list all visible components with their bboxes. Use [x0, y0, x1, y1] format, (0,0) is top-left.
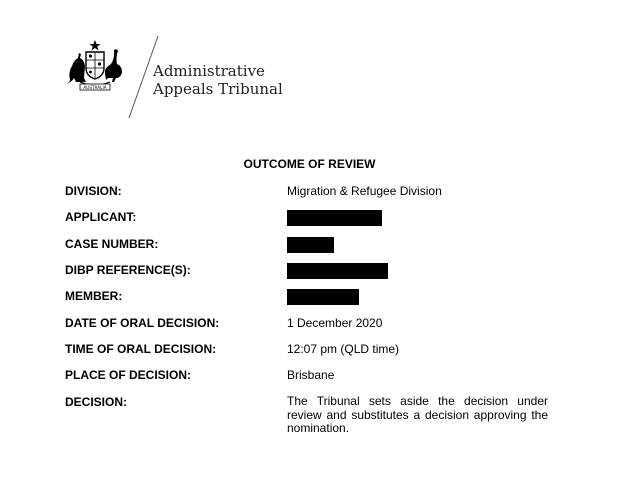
svg-text:AUSTRALIA: AUSTRALIA — [83, 85, 107, 90]
date-of-oral-decision-label: DATE OF ORAL DECISION: — [65, 316, 220, 330]
redaction-block — [287, 263, 388, 279]
case-number-value — [287, 237, 334, 253]
commonwealth-coat-of-arms-icon — [62, 38, 128, 92]
case-number-label: CASE NUMBER: — [65, 237, 159, 251]
org-name-line-2: Appeals Tribunal — [153, 80, 283, 98]
redaction-block — [287, 210, 382, 226]
decision-label: DECISION: — [65, 395, 128, 409]
place-of-decision-label: PLACE OF DECISION: — [65, 368, 192, 382]
tribunal-logo — [62, 36, 292, 120]
redaction-block — [287, 289, 359, 305]
redaction-block — [287, 237, 334, 253]
document-title: OUTCOME OF REVIEW — [243, 157, 376, 171]
place-of-decision-value: Brisbane — [287, 368, 335, 382]
dibp-reference-value — [287, 263, 388, 279]
decision-value: The Tribunal sets aside the decision under review and substitutes a decision approving the nomination. — [287, 394, 548, 435]
applicant-value — [287, 210, 382, 226]
applicant-label: APPLICANT: — [65, 210, 137, 224]
time-of-oral-decision-label: TIME OF ORAL DECISION: — [65, 342, 217, 356]
division-value: Migration & Refugee Division — [287, 184, 442, 198]
member-value — [287, 289, 359, 305]
organisation-name — [153, 62, 283, 98]
member-label: MEMBER: — [65, 289, 123, 303]
date-of-oral-decision-value: 1 December 2020 — [287, 316, 383, 330]
division-label: DIVISION: — [65, 184, 122, 198]
dibp-reference-label: DIBP REFERENCE(S): — [65, 263, 191, 277]
org-name-line-1: Administrative — [153, 62, 265, 80]
time-of-oral-decision-value: 12:07 pm (QLD time) — [287, 342, 400, 356]
